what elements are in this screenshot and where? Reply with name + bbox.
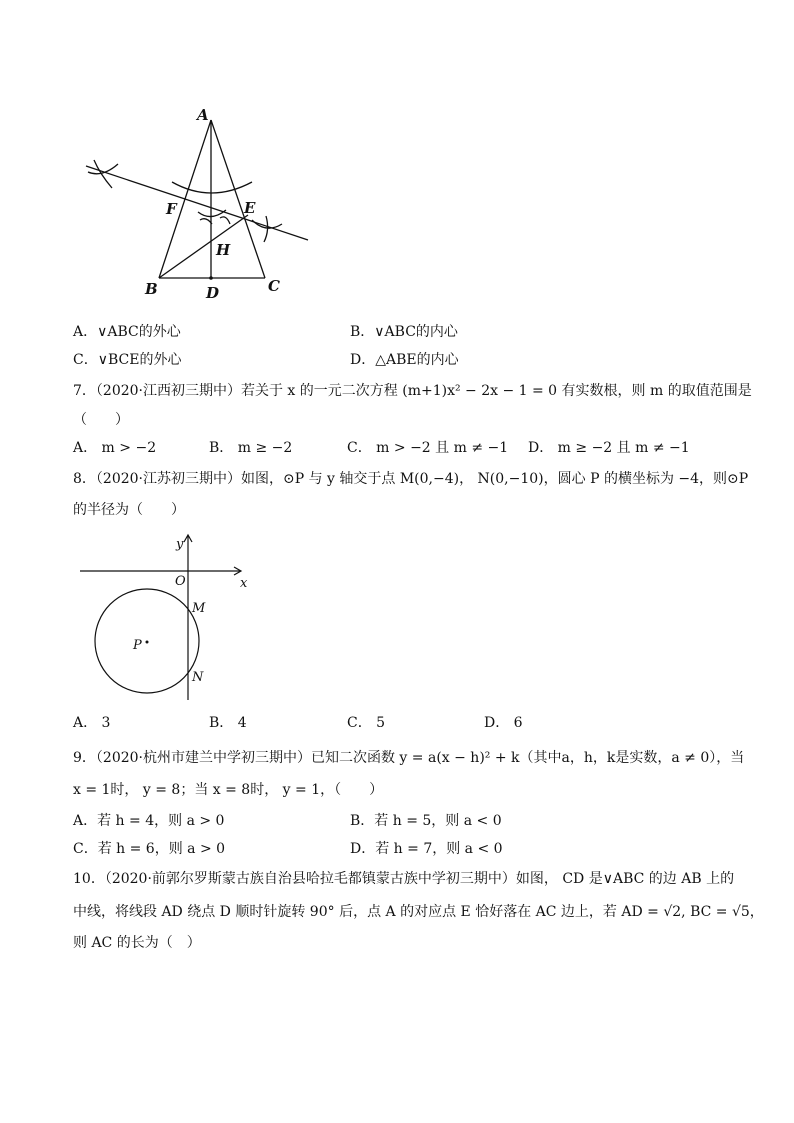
- perpendicular-bisector-line: [86, 166, 308, 240]
- label-x: x: [240, 576, 248, 591]
- arc-small-right: [220, 217, 230, 224]
- label-b: B: [145, 280, 158, 298]
- q8-option-b: B． 4: [209, 715, 247, 731]
- point-p: [146, 641, 149, 644]
- triangle-construction-figure: [70, 100, 330, 305]
- label-y: y: [176, 537, 184, 552]
- label-n: N: [192, 670, 204, 685]
- q10-stem-line2: 中线，将线段 AD 绕点 D 顺时针旋转 90° 后，点 A 的对应点 E 恰好落在 AC 边上，若 AD = √2, BC = √5，: [73, 904, 764, 920]
- arc-mark-left: [88, 164, 118, 174]
- q10-stem-line3: 则 AC 的长为（ ）: [73, 935, 201, 951]
- q9-stem-line2: x = 1时， y = 8；当 x = 8时， y = 1，（ ）: [73, 782, 384, 798]
- q9-option-c: C．若 h = 6，则 a > 0: [73, 841, 226, 857]
- label-a: A: [197, 106, 209, 124]
- label-o: O: [175, 574, 186, 589]
- q10-stem-line1: 10．（2020·前郭尔罗斯蒙古族自治县哈拉毛都镇蒙古族中学初三期中）如图， CD 是∨ABC 的边 AB 上的: [73, 871, 735, 887]
- circle-axes-figure: [78, 532, 258, 704]
- arc-mark-right-2: [264, 216, 268, 242]
- q6-option-b: B．∨ABC的内心: [350, 324, 458, 340]
- label-c: C: [268, 277, 280, 295]
- q6-option-d: D．△ABE的内心: [350, 352, 459, 368]
- label-p: P: [133, 638, 142, 653]
- q7-option-b: B． m ≥ −2: [209, 440, 293, 456]
- segment-be: [159, 215, 248, 278]
- q8-stem-line2: 的半径为（ ）: [73, 502, 185, 518]
- q8-option-d: D． 6: [484, 715, 523, 731]
- arc-small-left: [200, 219, 212, 224]
- q7-option-d: D． m ≥ −2 且 m ≠ −1: [528, 440, 690, 456]
- q6-option-a: A．∨ABC的外心: [73, 324, 181, 340]
- label-e: E: [244, 199, 256, 217]
- q8-stem-line1: 8．（2020·江苏初三期中）如图，⊙P 与 y 轴交于点 M(0,−4)， N(0,−10)，圆心 P 的横坐标为 −4，则⊙P: [73, 471, 749, 487]
- q7-option-a: A． m > −2: [73, 440, 157, 456]
- q8-option-c: C． 5: [347, 715, 386, 731]
- q9-option-b: B．若 h = 5，则 a < 0: [350, 813, 502, 829]
- q9-option-a: A．若 h = 4，则 a > 0: [73, 813, 225, 829]
- q8-option-a: A． 3: [73, 715, 111, 731]
- label-m: M: [192, 601, 206, 616]
- point-d: [209, 276, 213, 280]
- arc-upper: [172, 182, 252, 193]
- q6-option-c: C．∨BCE的外心: [73, 352, 182, 368]
- label-h: H: [216, 241, 231, 259]
- q7-stem-line1: 7．（2020·江西初三期中）若关于 x 的一元二次方程 (m+1)x² − 2x − 1 = 0 有实数根，则 m 的取值范围是: [73, 383, 752, 399]
- label-f: F: [166, 200, 177, 218]
- label-d: D: [206, 284, 220, 302]
- q7-option-c: C． m > −2 且 m ≠ −1: [347, 440, 509, 456]
- q9-stem-line1: 9．（2020·杭州市建兰中学初三期中）已知二次函数 y = a(x − h)² + k（其中a，h，k是实数，a ≠ 0），当: [73, 750, 745, 766]
- q9-option-d: D．若 h = 7，则 a < 0: [350, 841, 503, 857]
- q7-stem-line2: （ ）: [73, 412, 129, 428]
